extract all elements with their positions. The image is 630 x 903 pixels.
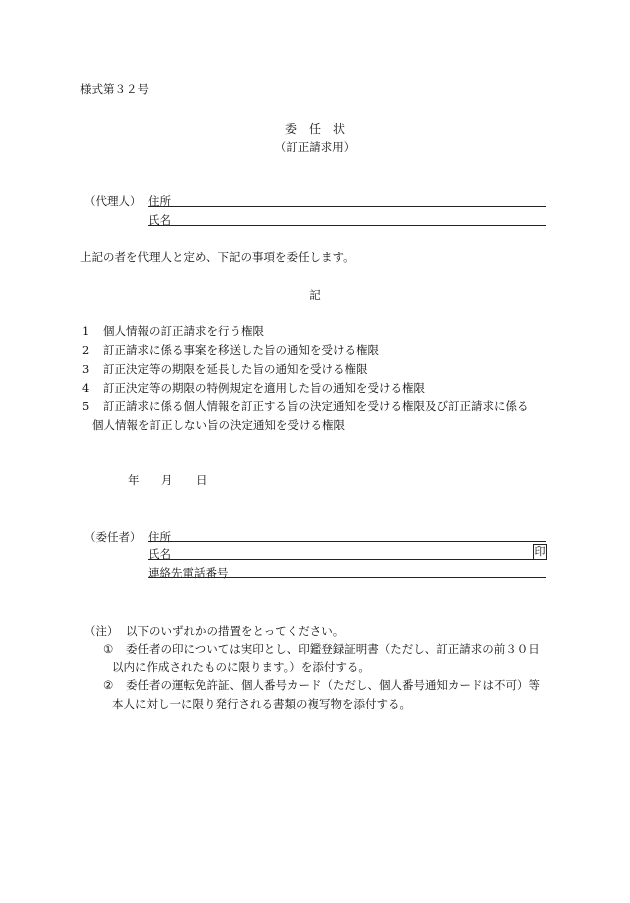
agent-address-label: 住所 (148, 194, 171, 208)
list-item-continuation: 個人情報を訂正しない旨の決定通知を受ける権限 (92, 418, 345, 432)
note-1-line-1: 委任者の印については実印とし、印鑑登録証明書（ただし、訂正請求の前３０日 (126, 642, 540, 656)
list-item: 訂正決定等の期限を延長した旨の通知を受ける権限 (103, 362, 368, 376)
date-month-label: 月 (161, 473, 173, 487)
list-item-number: 4 (82, 381, 90, 395)
note-2-line-2: 本人に対し一に限り発行される書類の複写物を添付する。 (112, 697, 411, 711)
notes-intro: 以下のいずれかの措置をとってください。 (126, 624, 345, 638)
list-item: 訂正決定等の期限の特例規定を適用した旨の通知を受ける権限 (103, 381, 425, 395)
note-2-line-1: 委任者の運転免許証、個人番号カード（ただし、個人番号通知カードは不可）等 (126, 678, 540, 692)
notes-label: （注） (84, 624, 119, 638)
principal-name-field[interactable] (148, 559, 546, 560)
agent-address-field[interactable] (148, 206, 546, 207)
form-number: 様式第３２号 (80, 82, 149, 96)
seal-box: 印 (534, 545, 546, 558)
principal-role-label: （委任者） (84, 530, 142, 544)
date-year-label: 年 (128, 473, 140, 487)
principal-address-label: 住所 (148, 530, 171, 544)
list-item: 個人情報の訂正請求を行う権限 (103, 324, 264, 338)
list-item-number: 1 (82, 324, 90, 338)
document-title: 委 任 状 (284, 122, 345, 136)
principal-phone-label: 連絡先電話番号 (148, 566, 229, 580)
note-1-line-2: 以内に作成されたものに限ります。）を添付する。 (112, 660, 370, 674)
note-1-mark: ① (103, 642, 114, 656)
agent-name-field[interactable] (148, 225, 546, 226)
principal-name-label: 氏名 (148, 547, 171, 561)
list-item: 訂正請求に係る個人情報を訂正する旨の決定通知を受ける権限及び訂正請求に係る (103, 399, 529, 413)
agent-name-label: 氏名 (148, 213, 171, 227)
ki-heading: 記 (309, 288, 321, 302)
principal-phone-field[interactable] (148, 577, 546, 578)
list-item-number: 3 (82, 362, 90, 376)
agent-role-label: （代理人） (84, 194, 142, 208)
principal-address-field[interactable] (148, 541, 546, 542)
date-day-label: 日 (196, 473, 208, 487)
document-subtitle: （訂正請求用） (274, 140, 356, 154)
delegation-statement: 上記の者を代理人と定め、下記の事項を委任します。 (80, 250, 355, 264)
list-item-number: 5 (82, 399, 90, 413)
list-item: 訂正請求に係る事案を移送した旨の通知を受ける権限 (103, 343, 379, 357)
note-2-mark: ② (103, 678, 114, 692)
list-item-number: 2 (82, 343, 90, 357)
